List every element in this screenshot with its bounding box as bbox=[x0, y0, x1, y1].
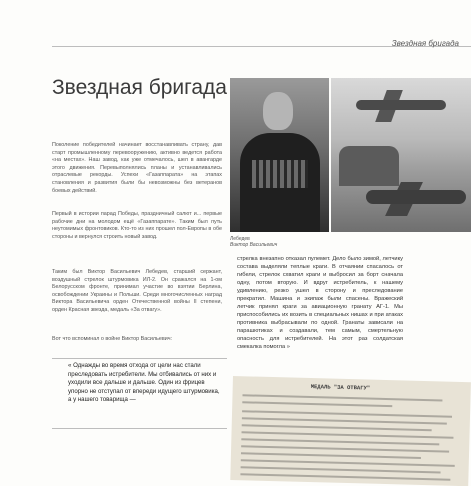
document-text-line bbox=[241, 459, 455, 467]
recollection-quote: « Однажды во время отхода от цели нас стали преследовать истребители. Мы отбивались от них и уходили все дальше и дальше. Один из фрицев упорно не отступал от впереди идущего штурмовика, а у нашего товарища — bbox=[68, 362, 220, 404]
flying-aircraft bbox=[356, 100, 446, 110]
page-title: Звездная бригада bbox=[52, 76, 227, 99]
biography-paragraph bbox=[52, 269, 222, 315]
document-text-line bbox=[242, 394, 442, 401]
photo-caption bbox=[230, 236, 277, 249]
document-text-line bbox=[242, 424, 432, 431]
paragraph-text: Первый в истории парад Победы, праздничный салют и... первые рабочие дни на молодом ещё «Газаппарате». Таким был путь неутомимых фронтовиков. Кто-то из них прошел пол-Европы в обе стороны и вернулся строить новый завод. bbox=[52, 211, 222, 240]
paragraph-text: Вот что вспоминал о войне Виктор Васильевич: bbox=[52, 336, 173, 342]
recollection-continuation: стрелка внезапно отказал пулемет. Дело было зимой, летчику состава выделяли теплые краги. В отчаянии спасалось от гибели, стрелок схватил краги и выбросил за борт сначала одну, потом вторую. И вдруг истребитель, к нашему удивлению, резко ушел в сторону и преследование прекратил. Машина и экипаж были спасены. Вражеский летчик принял краги за авиационную гранату АГ-1. Мы приспособились их возить в специальных нишах и при атаках противника выбрасывали по одной. Гранаты зависали на парашютиках и создавали, тем самым, смертельную опасность для истребителей. На этот раз солдатская смекалка помогла » bbox=[237, 256, 403, 350]
quote-rule-bottom bbox=[52, 428, 227, 429]
recollection-intro-paragraph bbox=[52, 336, 222, 344]
wartime-aircraft-photo bbox=[331, 78, 471, 232]
document-text-line bbox=[241, 452, 421, 459]
intro-paragraph bbox=[52, 142, 222, 195]
veteran-portrait-photo bbox=[230, 78, 329, 232]
document-text-line bbox=[241, 466, 441, 473]
portrait-head bbox=[263, 92, 293, 130]
caption-name: Виктор Васильевич bbox=[230, 242, 278, 249]
document-title: МЕДАЛЬ "ЗА ОТВАГУ" bbox=[310, 383, 371, 392]
document-text-line bbox=[242, 410, 452, 417]
paragraph-text: Поколение победителей начинает восстанавливать страну, дав старт промышленному перевооружению, активно ведется работа «на местах». Наш завод, как уже отмечалось, шел в авангарде этого движения. Перевыполнялись планы и устанавливались отраслевые рекорды. Успехи «Газаппарата» на этапах становления и развития были бы невозможны без ветеранов боевых действий. bbox=[52, 142, 222, 194]
parked-aircraft bbox=[366, 190, 466, 204]
document-text-line bbox=[241, 445, 449, 452]
parade-paragraph bbox=[52, 211, 222, 241]
pilots-group bbox=[339, 146, 399, 186]
paragraph-text: Таким был Виктор Васильевич Лебедев, старший сержант, воздушный стрелок штурмовика ИЛ-2. Он сражался на 1-ом Белорусском фронте, принимал участие во взятии Берлина, освобождении Украины и Польши. Среди многочисленных наград Виктора Васильевича орден Отечественной войны II степени, орден Красная звезда, медаль «За отвагу». bbox=[52, 269, 222, 313]
caption-surname: Лебедев bbox=[230, 236, 250, 242]
section-label: Звездная бригада bbox=[391, 39, 459, 48]
document-text-line bbox=[242, 401, 392, 407]
document-text-line bbox=[241, 438, 439, 445]
award-document-image bbox=[230, 376, 471, 486]
document-text-line bbox=[242, 417, 447, 424]
document-text-line bbox=[242, 431, 454, 439]
portrait-medals bbox=[252, 160, 308, 188]
quote-rule-top bbox=[52, 358, 227, 359]
